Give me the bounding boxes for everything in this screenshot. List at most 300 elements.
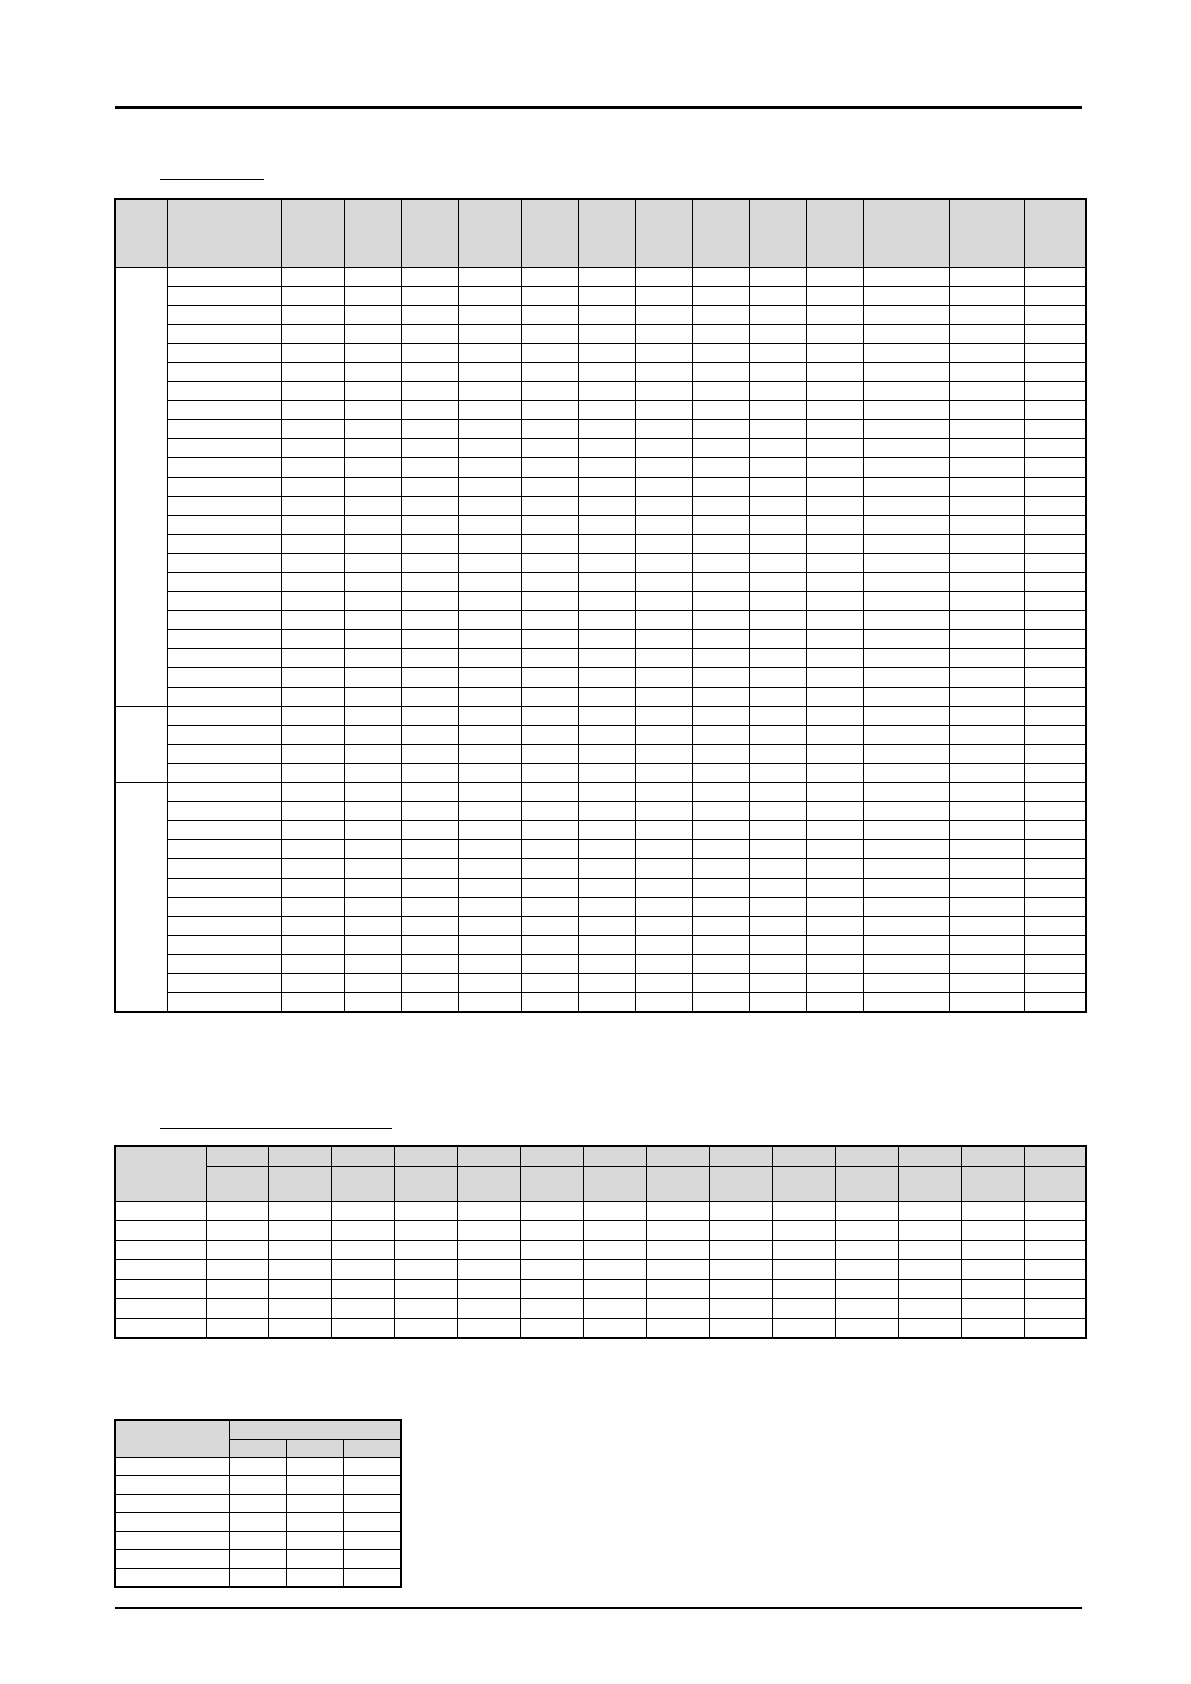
- table-cell: [806, 897, 863, 916]
- table-cell: [578, 286, 635, 305]
- table-cell: [949, 897, 1024, 916]
- table-row: [115, 935, 1086, 954]
- table-cell: [458, 420, 521, 439]
- table-cell: [520, 1201, 583, 1221]
- table-cell: [458, 496, 521, 515]
- table-cell: [167, 573, 281, 592]
- table-cell: [578, 515, 635, 534]
- table-cell: [806, 439, 863, 458]
- table-cell: [692, 973, 749, 992]
- table-cell: [949, 592, 1024, 611]
- table-cell: [692, 343, 749, 362]
- table-cell: [401, 324, 458, 343]
- table-cell: [806, 630, 863, 649]
- table-cell: [692, 840, 749, 859]
- table-cell: [949, 401, 1024, 420]
- table-cell: [521, 783, 578, 802]
- table-cell: [949, 744, 1024, 763]
- table-row: [115, 362, 1086, 381]
- table-cell: [401, 553, 458, 572]
- table-cell: [806, 401, 863, 420]
- table-cell: [949, 878, 1024, 897]
- table-cell: [331, 1299, 394, 1319]
- table-cell: [167, 611, 281, 630]
- table-cell: [457, 1201, 520, 1221]
- table-cell: [1024, 573, 1086, 592]
- table-cell: [578, 897, 635, 916]
- table-cell: [949, 973, 1024, 992]
- table-cell: [949, 859, 1024, 878]
- table-cell: [344, 802, 401, 821]
- table-cell: [167, 553, 281, 572]
- table-1-column-header: [635, 199, 692, 267]
- table-cell: [167, 935, 281, 954]
- table-cell: [458, 840, 521, 859]
- table-cell: [167, 802, 281, 821]
- table-cell: [115, 1299, 206, 1319]
- table-cell: [863, 362, 949, 381]
- table-cell: [578, 935, 635, 954]
- table-cell: [635, 573, 692, 592]
- table-cell: [863, 286, 949, 305]
- table-cell: [578, 859, 635, 878]
- table-cell: [521, 687, 578, 706]
- table-cell: [206, 1201, 268, 1221]
- table-cell: [458, 343, 521, 362]
- table-cell: [401, 725, 458, 744]
- table-cell: [863, 343, 949, 362]
- table-cell: [167, 821, 281, 840]
- table-cell: [709, 1279, 772, 1299]
- table-cell: [806, 783, 863, 802]
- table-2-column-subheader: [268, 1166, 331, 1201]
- table-cell: [749, 573, 806, 592]
- table-cell: [578, 439, 635, 458]
- table-cell: [806, 611, 863, 630]
- table-cell: [772, 1201, 835, 1221]
- table-cell: [115, 1550, 229, 1569]
- table-cell: [578, 553, 635, 572]
- table-1-column-header: [521, 199, 578, 267]
- table-cell: [806, 286, 863, 305]
- table-cell: [344, 515, 401, 534]
- table-cell: [268, 1279, 331, 1299]
- table-cell: [578, 878, 635, 897]
- bottom-rule: [115, 1607, 1082, 1609]
- table-cell: [344, 477, 401, 496]
- table-cell: [863, 935, 949, 954]
- table-cell: [635, 324, 692, 343]
- table-cell: [115, 1201, 206, 1221]
- table-cell: [635, 725, 692, 744]
- table-cell: [949, 706, 1024, 725]
- table-cell: [286, 1476, 343, 1495]
- table-cell: [344, 744, 401, 763]
- table-cell: [835, 1221, 898, 1241]
- table-cell: [167, 954, 281, 973]
- table-cell: [281, 611, 344, 630]
- table-cell: [1024, 916, 1086, 935]
- table-cell: [1024, 649, 1086, 668]
- table-cell: [835, 1318, 898, 1338]
- table-cell: [115, 1318, 206, 1338]
- table-cell: [229, 1531, 286, 1550]
- table-cell: [583, 1201, 646, 1221]
- table-cell: [281, 553, 344, 572]
- table-cell: [401, 840, 458, 859]
- table-2-column-header: [331, 1146, 394, 1166]
- table-cell: [863, 573, 949, 592]
- table-cell: [344, 668, 401, 687]
- table-cell: [281, 687, 344, 706]
- table-cell: [401, 783, 458, 802]
- table-row: [115, 954, 1086, 973]
- table-cell: [635, 821, 692, 840]
- table-cell: [949, 382, 1024, 401]
- table-2-column-subheader: [206, 1166, 268, 1201]
- table-cell: [281, 763, 344, 782]
- table-cell: [344, 649, 401, 668]
- table-cell: [206, 1260, 268, 1280]
- table-cell: [229, 1494, 286, 1513]
- table-cell: [281, 496, 344, 515]
- table-row: [115, 1201, 1086, 1221]
- table-cell: [898, 1318, 961, 1338]
- table-row: [115, 496, 1086, 515]
- table-cell: [863, 763, 949, 782]
- table-cell: [772, 1318, 835, 1338]
- table-3-sub-header: [286, 1439, 343, 1457]
- table-cell: [206, 1299, 268, 1319]
- table-cell: [949, 954, 1024, 973]
- table-cell: [229, 1513, 286, 1532]
- table-cell: [344, 534, 401, 553]
- table-cell: [521, 725, 578, 744]
- table-cell: [635, 382, 692, 401]
- table-cell: [949, 496, 1024, 515]
- table-cell: [1024, 553, 1086, 572]
- table-row: [115, 343, 1086, 362]
- table-cell: [458, 267, 521, 286]
- table-cell: [749, 649, 806, 668]
- table-cell: [458, 362, 521, 381]
- table-cell: [949, 439, 1024, 458]
- table-cell: [692, 821, 749, 840]
- table-row: [115, 1568, 401, 1587]
- table-1-group-label: [115, 267, 167, 706]
- table-cell: [167, 840, 281, 859]
- table-2-column-subheader: [709, 1166, 772, 1201]
- table-cell: [635, 362, 692, 381]
- table-cell: [229, 1550, 286, 1569]
- table-cell: [646, 1221, 709, 1241]
- table-row: [115, 687, 1086, 706]
- table-cell: [206, 1318, 268, 1338]
- table-cell: [863, 515, 949, 534]
- table-cell: [167, 477, 281, 496]
- table-cell: [458, 286, 521, 305]
- table-cell: [394, 1299, 457, 1319]
- table-cell: [401, 534, 458, 553]
- table-cell: [749, 993, 806, 1012]
- table-cell: [806, 324, 863, 343]
- table-cell: [949, 267, 1024, 286]
- table-cell: [281, 725, 344, 744]
- table-cell: [344, 439, 401, 458]
- table-cell: [1024, 534, 1086, 553]
- table-cell: [1024, 592, 1086, 611]
- table-cell: [521, 706, 578, 725]
- table-cell: [394, 1318, 457, 1338]
- table-cell: [772, 1221, 835, 1241]
- table-cell: [949, 916, 1024, 935]
- table-cell: [401, 649, 458, 668]
- table-cell: [167, 859, 281, 878]
- table-cell: [401, 362, 458, 381]
- table-cell: [635, 840, 692, 859]
- table-cell: [863, 324, 949, 343]
- table-cell: [458, 725, 521, 744]
- table-cell: [749, 611, 806, 630]
- table-2-column-header: [772, 1146, 835, 1166]
- table-cell: [343, 1476, 401, 1495]
- table-cell: [863, 897, 949, 916]
- table-cell: [635, 458, 692, 477]
- table-cell: [835, 1299, 898, 1319]
- table-cell: [458, 611, 521, 630]
- table-cell: [1024, 1221, 1086, 1241]
- table-cell: [281, 515, 344, 534]
- table-cell: [646, 1279, 709, 1299]
- table-cell: [806, 916, 863, 935]
- table-cell: [268, 1221, 331, 1241]
- table-cell: [635, 878, 692, 897]
- table-row: [115, 1494, 401, 1513]
- table-cell: [458, 630, 521, 649]
- table-cell: [344, 267, 401, 286]
- table-cell: [692, 706, 749, 725]
- table-cell: [394, 1279, 457, 1299]
- table-cell: [281, 630, 344, 649]
- table-cell: [401, 916, 458, 935]
- table-cell: [457, 1318, 520, 1338]
- table-cell: [458, 534, 521, 553]
- table-cell: [949, 343, 1024, 362]
- table-2-column-subheader: [520, 1166, 583, 1201]
- table-cell: [1024, 954, 1086, 973]
- table-cell: [286, 1494, 343, 1513]
- table-cell: [1024, 973, 1086, 992]
- table-cell: [635, 649, 692, 668]
- table-2-column-subheader: [835, 1166, 898, 1201]
- table-cell: [1024, 324, 1086, 343]
- table-cell: [1024, 783, 1086, 802]
- table-2-column-header: [268, 1146, 331, 1166]
- table-cell: [281, 286, 344, 305]
- table-1-column-header: [692, 199, 749, 267]
- table-cell: [167, 687, 281, 706]
- table-cell: [401, 267, 458, 286]
- table-cell: [806, 840, 863, 859]
- table-cell: [458, 897, 521, 916]
- table-cell: [457, 1260, 520, 1280]
- table-cell: [863, 305, 949, 324]
- table-cell: [692, 935, 749, 954]
- table-cell: [692, 859, 749, 878]
- table-cell: [521, 993, 578, 1012]
- table-cell: [457, 1299, 520, 1319]
- table-cell: [344, 630, 401, 649]
- table-cell: [286, 1513, 343, 1532]
- table-cell: [961, 1240, 1024, 1260]
- table-cell: [806, 763, 863, 782]
- table-cell: [521, 439, 578, 458]
- table-cell: [949, 668, 1024, 687]
- table-cell: [692, 267, 749, 286]
- table-3-sub-header: [343, 1439, 401, 1457]
- table-cell: [635, 630, 692, 649]
- table-cell: [949, 687, 1024, 706]
- table-cell: [635, 954, 692, 973]
- table-cell: [344, 993, 401, 1012]
- table-cell: [1024, 343, 1086, 362]
- table-cell: [521, 630, 578, 649]
- table-cell: [692, 897, 749, 916]
- table-2-column-header: [583, 1146, 646, 1166]
- table-cell: [115, 1513, 229, 1532]
- table-cell: [344, 592, 401, 611]
- table-cell: [167, 706, 281, 725]
- table-cell: [863, 802, 949, 821]
- table-row: [115, 878, 1086, 897]
- table-cell: [749, 477, 806, 496]
- table-cell: [167, 496, 281, 515]
- table-cell: [749, 343, 806, 362]
- table-cell: [692, 573, 749, 592]
- table-cell: [578, 668, 635, 687]
- table-cell: [1024, 763, 1086, 782]
- table-cell: [635, 477, 692, 496]
- table-cell: [167, 515, 281, 534]
- table-cell: [281, 343, 344, 362]
- table-row: [115, 420, 1086, 439]
- table-cell: [521, 802, 578, 821]
- table-cell: [806, 343, 863, 362]
- table-2-column-header: [898, 1146, 961, 1166]
- table-cell: [806, 878, 863, 897]
- table-cell: [961, 1201, 1024, 1221]
- table-cell: [578, 267, 635, 286]
- table-row: [115, 649, 1086, 668]
- table-cell: [521, 286, 578, 305]
- table-cell: [806, 725, 863, 744]
- table-cell: [709, 1240, 772, 1260]
- table-cell: [1024, 1240, 1086, 1260]
- table-cell: [394, 1260, 457, 1280]
- table-cell: [635, 305, 692, 324]
- table-cell: [863, 916, 949, 935]
- table-cell: [458, 878, 521, 897]
- table-cell: [692, 954, 749, 973]
- table-cell: [1024, 1201, 1086, 1221]
- table-cell: [1024, 1299, 1086, 1319]
- table-cell: [863, 458, 949, 477]
- table-cell: [835, 1240, 898, 1260]
- table-cell: [1024, 668, 1086, 687]
- table-cell: [1024, 878, 1086, 897]
- table-cell: [749, 458, 806, 477]
- table-cell: [749, 668, 806, 687]
- table-cell: [401, 343, 458, 362]
- table-cell: [961, 1279, 1024, 1299]
- table-cell: [635, 916, 692, 935]
- table-cell: [863, 687, 949, 706]
- table-cell: [281, 458, 344, 477]
- table-cell: [635, 286, 692, 305]
- table-2-column-subheader: [331, 1166, 394, 1201]
- table-cell: [521, 744, 578, 763]
- table-cell: [281, 802, 344, 821]
- table-cell: [578, 420, 635, 439]
- table-cell: [458, 935, 521, 954]
- table-cell: [772, 1279, 835, 1299]
- table-cell: [578, 343, 635, 362]
- table-cell: [1024, 515, 1086, 534]
- table-cell: [578, 592, 635, 611]
- table-cell: [268, 1201, 331, 1221]
- table-cell: [863, 553, 949, 572]
- table-cell: [167, 763, 281, 782]
- table-cell: [521, 878, 578, 897]
- table-cell: [692, 611, 749, 630]
- table-cell: [281, 935, 344, 954]
- table-cell: [394, 1201, 457, 1221]
- table-row: [115, 1531, 401, 1550]
- table-cell: [458, 706, 521, 725]
- table-cell: [635, 706, 692, 725]
- table-cell: [401, 821, 458, 840]
- table-cell: [344, 458, 401, 477]
- table-cell: [458, 553, 521, 572]
- table-cell: [343, 1513, 401, 1532]
- table-cell: [578, 630, 635, 649]
- table-cell: [281, 859, 344, 878]
- table-cell: [458, 649, 521, 668]
- table-cell: [949, 630, 1024, 649]
- table-cell: [401, 687, 458, 706]
- table-cell: [835, 1260, 898, 1280]
- table-2-header-row-2: [115, 1166, 1086, 1201]
- table-cell: [578, 534, 635, 553]
- table-cell: [268, 1240, 331, 1260]
- table-cell: [578, 821, 635, 840]
- table-cell: [520, 1221, 583, 1241]
- table-cell: [806, 458, 863, 477]
- table-cell: [635, 592, 692, 611]
- table-cell: [578, 573, 635, 592]
- table-cell: [806, 744, 863, 763]
- table-cell: [458, 973, 521, 992]
- table-cell: [949, 993, 1024, 1012]
- table-row: [115, 534, 1086, 553]
- table-cell: [949, 821, 1024, 840]
- table-cell: [949, 477, 1024, 496]
- table-cell: [806, 668, 863, 687]
- table-cell: [806, 954, 863, 973]
- table-1-column-header: [863, 199, 949, 267]
- table-cell: [281, 382, 344, 401]
- table-cell: [806, 477, 863, 496]
